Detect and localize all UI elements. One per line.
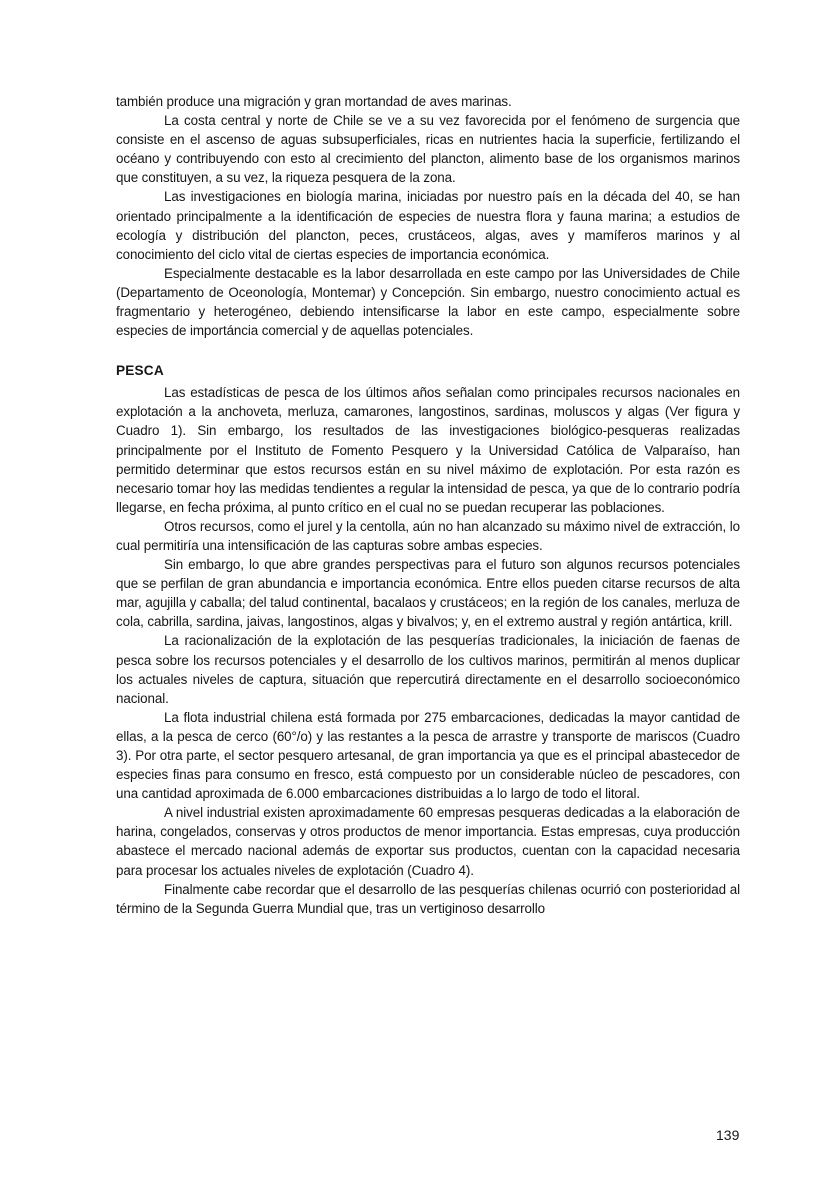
page-number: 139 [716,1127,740,1143]
paragraph-estadisticas: Las estadísticas de pesca de los últimos años señalan como principales recursos nacionales en explotación a la anchoveta, merluza, camarones, langostinos, sardinas, moluscos y algas (Ver figura y Cuadro 1). Sin embargo, los resultados de las investigaciones biológico-pesqueras realizadas principalmente por el Instituto de Fomento Pesquero y la Universidad Católica de Valparaíso, han permitido determinar que estos recursos están en su nivel máximo de explotación. Por esta razón es necesario tomar hoy las medidas tendientes a regular la intensidad de pesca, ya que de lo contrario podría llegarse, en fecha próxima, al punto crítico en el cual no se puedan recuperar las poblaciones. [116,385,740,515]
paragraph-continuation: también produce una migración y gran mortandad de aves marinas. [116,94,512,109]
section-heading-pesca: PESCA [116,363,164,379]
paragraph-racionalizacion: La racionalización de la explotación de las pesquerías tradicionales, la iniciación de faenas de pesca sobre los recursos potenciales y el desarrollo de los cultivos marinos, permitirán al menos duplicar los actuales niveles de captura, situación que repercutirá directamente en el desarrollo socioeconómico nacional. [116,633,740,706]
paragraph-flota-industrial: La flota industrial chilena está formada por 275 embarcaciones, dedicadas la mayor cantidad de ellas, a la pesca de cerco (60°/o) y las restantes a la pesca de arrastre y transporte de mariscos (Cuadro 3). Por otra parte, el sector pesquero artesanal, de gran importancia ya que es el principal abastecedor de especies finas para consumo en fresco, está compuesto por un considerable núcleo de pescadores, con una cantidad aproximada de 6.000 embarcaciones distribuidas a lo largo de todo el litoral. [116,709,740,802]
paragraph-recursos-potenciales: Sin embargo, lo que abre grandes perspectivas para el futuro son algunos recursos potenciales que se perfilan de gran abundancia e importancia económica. Entre ellos pueden citarse recursos de alta mar, agujilla y caballa; del talud continental, bacalaos y crustáceos; en la región de los canales, merluza de cola, cabrilla, sardina, jaivas, langostinos, algas y bivalvos; y, en el extremo austral y región antártica, krill. [116,557,740,630]
paragraph-universidades: Especialmente destacable es la labor desarrollada en este campo por las Universidades de Chile (Departamento de Oceonología, Montemar) y Concepción. Sin embargo, nuestro conocimiento actual es fragmentario y heterogéneo, debiendo intensificarse la labor en este campo, especialmente sobre especies de importáncia comercial y de aquellas potenciales. [116,265,740,339]
paragraph-otros-recursos: Otros recursos, como el jurel y la centolla, aún no han alcanzado su máximo nivel de extracción, lo cual permitiría una intensificación de las capturas sobre ambas especies. [116,518,740,553]
page-body [116,92,740,918]
paragraph-finalmente: Finalmente cabe recordar que el desarrollo de las pesquerías chilenas ocurrió con posterioridad al término de la Segunda Guerra Mundial que, tras un vertiginoso desarrollo [116,881,740,916]
paragraph-nivel-industrial: A nivel industrial existen aproximadamente 60 empresas pesqueras dedicadas a la elaboración de harina, congelados, conservas y otros productos de menor importancia. Estas empresas, cuya producción abastece el mercado nacional además de exportar sus productos, cuentan con la capacidad necesaria para procesar los actuales niveles de explotación (Cuadro 4). [116,805,740,878]
paragraph-biologia-marina: Las investigaciones en biología marina, iniciadas por nuestro país en la década del 40, se han orientado principalmente a la identificación de especies de nuestra flora y fauna marina; a estudios de ecología y distribución del plancton, peces, crustáceos, algas, aves y mamíferos marinos y al conocimiento del ciclo vital de ciertas especies de importancia económica. [116,189,740,262]
paragraph-surgencia: La costa central y norte de Chile se ve a su vez favorecida por el fenómeno de surgencia que consiste en el ascenso de aguas subsuperficiales, ricas en nutrientes hacia la superficie, fertilizando el océano y contribuyendo con esto al crecimiento del plancton, alimento base de los organismos marinos que constituyen, a su vez, la riqueza pesquera de la zona. [116,113,740,186]
